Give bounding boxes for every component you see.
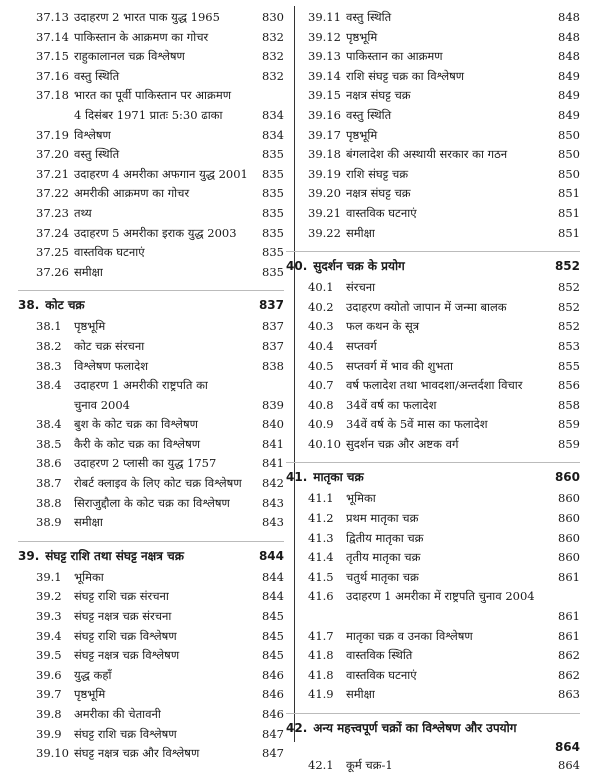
page-number: 837 — [262, 319, 284, 334]
page-number: 832 — [262, 68, 284, 83]
section-title: पाकिस्तान का आक्रमण — [346, 49, 443, 64]
section-title: वस्तु स्थिति — [74, 147, 120, 162]
chapter-heading-line — [286, 713, 580, 738]
section-title: विश्लेषण — [74, 127, 111, 142]
page-number: 845 — [262, 648, 284, 663]
toc-entry — [36, 435, 284, 455]
section-number: 38.8 — [36, 495, 62, 510]
section-number: 39.22 — [308, 225, 341, 240]
page-number: 835 — [262, 264, 284, 279]
toc-entry — [308, 396, 580, 416]
page-number: 842 — [262, 476, 284, 491]
page-number: 847 — [262, 746, 284, 761]
section-title: वर्ष फलादेश तथा भावदशा/अन्तर्दशा विचार — [346, 378, 523, 393]
chapter-heading — [286, 251, 580, 276]
page-number: 846 — [262, 707, 284, 721]
section-title: संघट्ट नक्षत्र चक्र विश्लेषण — [74, 648, 180, 663]
toc-entry — [308, 47, 580, 67]
page-number: 852 — [558, 319, 580, 334]
section-title: राहुकालानल चक्र विश्लेषण — [74, 49, 185, 64]
section-number: 37.14 — [36, 29, 69, 44]
section-title: संघट्ट राशि चक्र विश्लेषण — [74, 726, 177, 741]
page-number: 849 — [558, 68, 580, 83]
section-title: चतुर्थ मातृका चक्र — [346, 569, 419, 584]
section-title: नक्षत्र संघट्ट चक्र — [346, 186, 411, 201]
toc-entry — [36, 568, 284, 588]
page-number: 850 — [558, 166, 580, 181]
section-number: 41.9 — [308, 687, 334, 702]
section-number: 39.13 — [308, 49, 341, 64]
page-number: 837 — [262, 338, 284, 353]
section-number: 41.4 — [308, 550, 334, 565]
chapter-heading — [286, 462, 580, 487]
section-title: युद्ध कहाँ — [74, 667, 112, 682]
chapter-page-number: 844 — [258, 548, 284, 563]
section-number: 37.26 — [36, 264, 69, 279]
toc-entry — [36, 126, 284, 146]
page-number: 863 — [558, 687, 580, 702]
section-title: फल कथन के सूत्र — [346, 319, 420, 334]
page-number: 864 — [558, 758, 580, 772]
section-number: 39.18 — [308, 147, 341, 162]
section-number: 39.4 — [36, 628, 62, 643]
section-title: उदाहरण 4 अमरीका अफगान युद्ध 2001 — [74, 166, 248, 181]
section-number: 39.7 — [36, 687, 62, 702]
chapter-number: 40. — [286, 259, 308, 274]
toc-entry — [36, 67, 284, 87]
page-number: 856 — [558, 378, 580, 393]
toc-entry — [308, 86, 580, 106]
chapter-page-number: 864 — [554, 740, 580, 754]
page-number: 845 — [262, 628, 284, 643]
toc-entry — [36, 725, 284, 745]
section-number: 39.15 — [308, 88, 341, 103]
section-number: 39.14 — [308, 68, 341, 83]
page-number: 838 — [262, 358, 284, 373]
section-number: 39.19 — [308, 166, 341, 181]
page-number: 848 — [558, 29, 580, 44]
section-number: 37.23 — [36, 205, 69, 220]
section-number: 42.1 — [308, 758, 334, 772]
page-number: 862 — [558, 667, 580, 682]
toc-entry — [308, 529, 580, 549]
section-number: 39.12 — [308, 29, 341, 44]
section-title: वस्तु स्थिति — [346, 10, 392, 24]
section-title: उदाहरण 5 अमरीका इराक युद्ध 2003 — [74, 225, 237, 240]
page-number: 848 — [558, 10, 580, 24]
toc-entry — [308, 165, 580, 185]
page-number: 830 — [262, 10, 284, 24]
section-title: उदाहरण 1 अमरीकी राष्ट्रपति का — [74, 378, 208, 393]
chapter-heading — [286, 713, 580, 756]
page-number: 849 — [558, 107, 580, 122]
toc-entry — [36, 47, 284, 67]
toc-entry — [308, 224, 580, 244]
section-number: 39.9 — [36, 726, 62, 741]
page-number: 851 — [558, 186, 580, 201]
section-title: भूमिका — [74, 569, 104, 584]
section-number: 41.8 — [308, 648, 334, 663]
toc-entry — [36, 263, 284, 283]
section-title: सिराजुद्दौला के कोट चक्र का विश्लेषण — [74, 495, 230, 510]
section-number: 38.9 — [36, 515, 62, 530]
toc-entry — [308, 298, 580, 318]
section-title: नक्षत्र संघट्ट चक्र — [346, 88, 411, 103]
section-number: 37.13 — [36, 10, 69, 24]
section-number: 39.8 — [36, 707, 62, 721]
section-title: 34वें वर्ष का फलादेश — [346, 397, 437, 412]
toc-entry — [308, 685, 580, 705]
toc-entry — [308, 67, 580, 87]
section-number: 40.10 — [308, 436, 341, 451]
section-number: 40.3 — [308, 319, 334, 334]
toc-entry — [308, 548, 580, 568]
section-number: 38.5 — [36, 436, 62, 451]
section-number: 39.11 — [308, 10, 341, 24]
section-title: समीक्षा — [74, 515, 103, 530]
page-number: 840 — [262, 417, 284, 432]
toc-entry — [36, 494, 284, 514]
page-number: 843 — [262, 495, 284, 510]
section-title: उदाहरण 2 प्लासी का युद्ध 1757 — [74, 456, 217, 471]
section-number: 37.18 — [36, 88, 69, 103]
toc-entry — [36, 184, 284, 204]
toc-entry-continuation — [36, 106, 284, 126]
section-number: 39.6 — [36, 667, 62, 682]
page-number: 852 — [558, 280, 580, 295]
section-number: 37.21 — [36, 166, 69, 181]
chapter-number: 39. — [18, 548, 40, 563]
right-column — [286, 8, 580, 776]
chapter-heading — [18, 290, 284, 315]
chapter-number: 41. — [286, 470, 308, 485]
chapter-number: 42. — [286, 721, 308, 735]
page-number: 858 — [558, 397, 580, 412]
section-title: वास्तविक स्थिति — [346, 648, 413, 663]
toc-entry — [308, 509, 580, 529]
toc-entry — [36, 243, 284, 263]
section-number: 39.21 — [308, 205, 341, 220]
section-number: 40.9 — [308, 417, 334, 432]
section-title: द्वितीय मातृका चक्र — [346, 530, 424, 545]
toc-entry — [308, 337, 580, 357]
section-title: उदाहरण 1 अमरीका में राष्ट्रपति चुनाव 2004 — [346, 589, 535, 604]
toc-entry — [308, 317, 580, 337]
page-number: 835 — [262, 186, 284, 201]
section-title: बुश के कोट चक्र का विश्लेषण — [74, 417, 198, 432]
section-number: 39.10 — [36, 746, 69, 761]
section-title: उदाहरण 2 भारत पाक युद्ध 1965 — [74, 10, 220, 24]
page-number: 859 — [558, 436, 580, 451]
page-number: 860 — [558, 491, 580, 506]
page-number: 862 — [558, 648, 580, 663]
toc-entry — [36, 607, 284, 627]
page-number: 860 — [558, 530, 580, 545]
chapter-page-number: 852 — [554, 259, 580, 274]
section-title: संरचना — [346, 280, 376, 295]
page-number: 835 — [262, 166, 284, 181]
toc-entry — [308, 587, 580, 607]
page-number: 844 — [262, 569, 284, 584]
section-number: 39.3 — [36, 609, 62, 624]
toc-entry — [36, 627, 284, 647]
section-number: 39.17 — [308, 127, 341, 142]
section-title: मातृका चक्र व उनका विश्लेषण — [346, 628, 473, 643]
left-column — [18, 8, 284, 764]
section-title: कूर्म चक्र-1 — [346, 758, 393, 772]
toc-entry — [308, 415, 580, 435]
section-title: संघट्ट नक्षत्र चक्र संरचना — [74, 609, 172, 624]
page-number: 855 — [558, 358, 580, 373]
section-title: समीक्षा — [346, 225, 375, 240]
section-number: 39.20 — [308, 186, 341, 201]
toc-entry — [36, 224, 284, 244]
page-number: 832 — [262, 49, 284, 64]
toc-entry — [36, 744, 284, 764]
chapter-page-number: 860 — [554, 470, 580, 485]
chapter-title: मातृका चक्र — [313, 470, 364, 485]
toc-entry — [308, 666, 580, 686]
chapter-title: संघट्ट राशि तथा संघट्ट नक्षत्र चक्र — [45, 548, 184, 563]
page-number: 844 — [262, 589, 284, 604]
page-number: 845 — [262, 609, 284, 624]
section-number: 37.25 — [36, 245, 69, 260]
section-number: 39.16 — [308, 107, 341, 122]
section-title: भूमिका — [346, 491, 376, 506]
page-number: 850 — [558, 147, 580, 162]
section-number: 40.7 — [308, 378, 334, 393]
toc-entry — [308, 489, 580, 509]
page-number: 835 — [262, 245, 284, 260]
section-number: 37.15 — [36, 49, 69, 64]
toc-entry — [308, 145, 580, 165]
page-number: 861 — [558, 628, 580, 643]
toc-entry — [36, 474, 284, 494]
section-number: 40.1 — [308, 280, 334, 295]
section-number: 37.24 — [36, 225, 69, 240]
page-number: 846 — [262, 687, 284, 702]
section-title: विश्लेषण फलादेश — [74, 358, 149, 373]
section-number: 41.5 — [308, 569, 334, 584]
section-title: प्रथम मातृका चक्र — [346, 511, 419, 526]
chapter-number: 38. — [18, 298, 40, 313]
page-number: 832 — [262, 29, 284, 44]
section-number: 38.1 — [36, 319, 62, 334]
toc-entry — [36, 705, 284, 725]
section-title: अमरीकी आक्रमण का गोचर — [74, 186, 190, 201]
page-number: 834 — [262, 127, 284, 142]
section-title: भारत का पूर्वी पाकिस्तान पर आक्रमण — [74, 88, 232, 103]
section-title: उदाहरण क्योतो जापान में जन्मा बालक — [346, 299, 507, 314]
toc-entry — [36, 685, 284, 705]
section-title: पृष्ठभूमि — [74, 319, 106, 334]
toc-entry — [36, 454, 284, 474]
toc-entry — [36, 357, 284, 377]
page-number: 851 — [558, 205, 580, 220]
section-number: 41.3 — [308, 530, 334, 545]
section-number: 41.2 — [308, 511, 334, 526]
section-title: पृष्ठभूमि — [74, 687, 106, 702]
section-number: 37.22 — [36, 186, 69, 201]
section-title: संघट्ट राशि चक्र विश्लेषण — [74, 628, 177, 643]
section-title: सप्तवर्ग में भाव की शुभता — [346, 358, 453, 373]
page-number: 835 — [262, 225, 284, 240]
page-number: 834 — [262, 107, 284, 122]
toc-entry — [308, 278, 580, 298]
page-number: 860 — [558, 511, 580, 526]
toc-entry-continuation — [36, 396, 284, 416]
section-title: समीक्षा — [346, 687, 375, 702]
section-title: पाकिस्तान के आक्रमण का गोचर — [74, 29, 209, 44]
toc-entry — [308, 204, 580, 224]
toc-entry — [308, 756, 580, 776]
section-number: 41.7 — [308, 628, 334, 643]
section-number: 41.6 — [308, 589, 334, 604]
toc-entry — [36, 204, 284, 224]
section-number: 38.7 — [36, 476, 62, 491]
page-number: 860 — [558, 550, 580, 565]
toc-entry — [36, 376, 284, 396]
toc-entry — [36, 8, 284, 28]
section-number: 40.2 — [308, 299, 334, 314]
section-number: 38.6 — [36, 456, 62, 471]
chapter-title: सुदर्शन चक्र के प्रयोग — [313, 259, 405, 274]
section-title: राशि संघट्ट चक्र का विश्लेषण — [346, 68, 465, 83]
section-title: 34वें वर्ष के 5वें मास का फलादेश — [346, 417, 488, 432]
page-number: 851 — [558, 225, 580, 240]
toc-entry — [36, 28, 284, 48]
section-number: 39.5 — [36, 648, 62, 663]
section-number: 39.1 — [36, 569, 62, 584]
page-number: 835 — [262, 205, 284, 220]
toc-entry — [308, 184, 580, 204]
chapter-heading — [18, 541, 284, 566]
section-title: समीक्षा — [74, 264, 103, 279]
section-title: कैरी के कोट चक्र का विश्लेषण — [74, 436, 201, 451]
section-title: संघट्ट राशि चक्र संरचना — [74, 589, 169, 604]
section-number: 39.2 — [36, 589, 62, 604]
toc-entry — [36, 145, 284, 165]
page-number: 843 — [262, 515, 284, 530]
page-number: 841 — [262, 456, 284, 471]
page-number: 861 — [558, 569, 580, 584]
section-number: 38.3 — [36, 358, 62, 373]
page-number: 853 — [558, 338, 580, 353]
toc-entry — [308, 568, 580, 588]
section-title: चुनाव 2004 — [74, 397, 130, 412]
section-title: पृष्ठभूमि — [346, 29, 378, 44]
section-title: कोट चक्र संरचना — [74, 338, 145, 353]
section-number: 40.5 — [308, 358, 334, 373]
section-title: रोबर्ट क्लाइव के लिए कोट चक्र विश्लेषण — [74, 476, 242, 491]
page-number: 848 — [558, 49, 580, 64]
toc-entry — [36, 337, 284, 357]
chapter-title: कोट चक्र — [45, 298, 85, 313]
section-number: 41.1 — [308, 491, 334, 506]
page-number: 859 — [558, 417, 580, 432]
toc-entry — [308, 126, 580, 146]
toc-entry — [308, 357, 580, 377]
toc-entry — [308, 8, 580, 28]
toc-entry — [308, 106, 580, 126]
page-number: 835 — [262, 147, 284, 162]
toc-entry — [36, 513, 284, 533]
section-title: वस्तु स्थिति — [346, 107, 392, 122]
toc-entry — [36, 317, 284, 337]
page-number: 841 — [262, 436, 284, 451]
toc-entry — [36, 86, 284, 106]
section-title: वस्तु स्थिति — [74, 68, 120, 83]
section-title: 4 दिसंबर 1971 प्रातः 5:30 ढाका — [74, 107, 223, 122]
section-title: राशि संघट्ट चक्र — [346, 166, 409, 181]
section-number: 40.8 — [308, 397, 334, 412]
page-number: 847 — [262, 726, 284, 741]
section-title: तथ्य — [74, 205, 92, 220]
section-number: 38.2 — [36, 338, 62, 353]
page-number: 839 — [262, 397, 284, 412]
section-title: वास्तविक घटनाएं — [346, 205, 417, 220]
page-number: 861 — [558, 609, 580, 624]
toc-entry-continuation — [308, 607, 580, 627]
section-title: वास्तविक घटनाएं — [346, 667, 417, 682]
page-number: 849 — [558, 88, 580, 103]
toc-entry — [36, 666, 284, 686]
column-divider — [294, 6, 295, 742]
toc-entry — [36, 646, 284, 666]
section-title: सप्तवर्ग — [346, 338, 377, 353]
page-number: 850 — [558, 127, 580, 142]
toc-entry — [36, 415, 284, 435]
section-number: 38.4 — [36, 417, 62, 432]
section-title: पृष्ठभूमि — [346, 127, 378, 142]
toc-entry — [308, 435, 580, 455]
chapter-page-number: 837 — [258, 298, 284, 313]
toc-entry — [308, 646, 580, 666]
toc-entry — [36, 165, 284, 185]
toc-entry — [308, 28, 580, 48]
section-number: 37.20 — [36, 147, 69, 162]
section-number: 40.4 — [308, 338, 334, 353]
section-title: अमरीका की चेतावनी — [74, 707, 161, 721]
section-title: सुदर्शन चक्र और अष्टक वर्ग — [346, 436, 459, 451]
chapter-title: अन्य महत्त्वपूर्ण चक्रों का विश्लेषण और उपयोग — [313, 721, 517, 735]
section-number: 41.8 — [308, 667, 334, 682]
section-number: 37.16 — [36, 68, 69, 83]
section-number: 38.4 — [36, 378, 62, 393]
page-number: 852 — [558, 299, 580, 314]
section-title: संघट्ट नक्षत्र चक्र और विश्लेषण — [74, 746, 200, 761]
page-number: 846 — [262, 667, 284, 682]
toc-entry — [36, 587, 284, 607]
section-title: बंगलादेश की अस्थायी सरकार का गठन — [346, 147, 508, 162]
section-title: तृतीय मातृका चक्र — [346, 550, 421, 565]
section-number: 37.19 — [36, 127, 69, 142]
toc-entry — [308, 627, 580, 647]
toc-entry — [308, 376, 580, 396]
section-title: वास्तविक घटनाएं — [74, 245, 145, 260]
